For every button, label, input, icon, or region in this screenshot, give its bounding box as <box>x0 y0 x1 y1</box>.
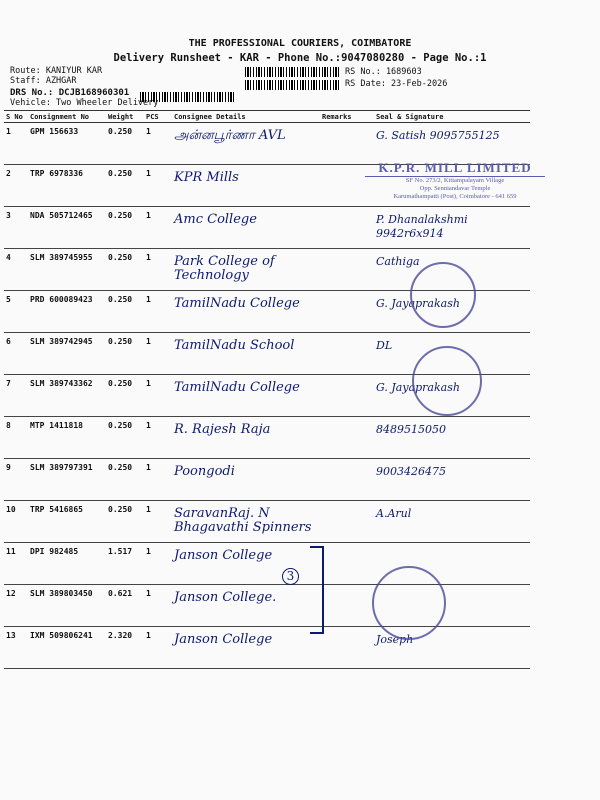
cell-weight: 0.250 <box>106 459 144 501</box>
cell-pcs: 1 <box>144 459 172 501</box>
cell-pcs: 1 <box>144 207 172 249</box>
seal-circle-2 <box>412 346 482 416</box>
table-row <box>4 501 530 543</box>
col-consignee: Consignee Details <box>172 111 320 123</box>
cell-consignee: Janson College <box>172 543 320 585</box>
cell-seal: G. Satish 9095755125 <box>374 123 530 165</box>
cell-consignee: அன்னபூர்ணா AVL <box>172 123 320 165</box>
stamp-line2: Opp. Senniandavar Temple <box>419 185 491 192</box>
table-header-row <box>4 111 530 123</box>
cell-seal: 8489515050 <box>374 417 530 459</box>
cell-weight: 0.250 <box>106 417 144 459</box>
cell-weight: 0.250 <box>106 501 144 543</box>
col-weight: Weight <box>106 111 144 123</box>
table-row <box>4 459 530 501</box>
cell-remarks <box>320 501 374 543</box>
cell-consignee: TamilNadu School <box>172 333 320 375</box>
cell-sno: 4 <box>4 249 28 291</box>
cell-consignee: SaravanRaj. N Bhagavathi Spinners <box>172 501 320 543</box>
cell-consignment: IXM 509806241 <box>28 627 106 669</box>
cell-remarks <box>320 123 374 165</box>
cell-sno: 2 <box>4 165 28 207</box>
cell-seal: Cathiga <box>374 249 530 291</box>
cell-seal: A.Arul <box>374 501 530 543</box>
cell-weight: 0.250 <box>106 123 144 165</box>
stamp-line3: Karumathampatti (Post), Coimbatore - 641 659 <box>393 193 517 200</box>
route-label: Route: KANIYUR KAR <box>10 66 103 76</box>
table-row <box>4 207 530 249</box>
barcode-middle <box>245 80 341 90</box>
cell-seal: Joseph <box>374 627 530 669</box>
cell-weight: 0.250 <box>106 165 144 207</box>
cell-consignment: MTP 1411818 <box>28 417 106 459</box>
cell-consignee: R. Rajesh Raja <box>172 417 320 459</box>
cell-sno: 3 <box>4 207 28 249</box>
stamp-name: K.P.R. MILL LIMITED <box>365 160 545 177</box>
cell-consignment: SLM 389742945 <box>28 333 106 375</box>
cell-consignment: DPI 982485 <box>28 543 106 585</box>
cell-consignment: TRP 5416865 <box>28 501 106 543</box>
cell-pcs: 1 <box>144 333 172 375</box>
cell-weight: 0.250 <box>106 375 144 417</box>
cell-sno: 7 <box>4 375 28 417</box>
drs-number: DRS No.: DCJB168960301 <box>10 88 130 98</box>
col-pcs: PCS <box>144 111 172 123</box>
cell-sno: 1 <box>4 123 28 165</box>
seal-circle-1 <box>410 262 476 328</box>
cell-consignment: SLM 389797391 <box>28 459 106 501</box>
cell-remarks <box>320 249 374 291</box>
kpr-mill-stamp <box>365 160 545 201</box>
cell-remarks <box>320 417 374 459</box>
cell-remarks <box>320 627 374 669</box>
cell-consignee: KPR Mills <box>172 165 320 207</box>
cell-remarks <box>320 543 374 585</box>
cell-consignment: NDA 505712465 <box>28 207 106 249</box>
cell-pcs: 1 <box>144 501 172 543</box>
cell-seal: DL <box>374 333 530 375</box>
cell-seal: P. Dhanalakshmi 9942r6x914 <box>374 207 530 249</box>
cell-pcs: 1 <box>144 249 172 291</box>
cell-weight: 0.250 <box>106 207 144 249</box>
cell-sno: 11 <box>4 543 28 585</box>
rs-date: RS Date: 23-Feb-2026 <box>345 79 448 89</box>
cell-remarks <box>320 333 374 375</box>
col-seal: Seal & Signature <box>374 111 530 123</box>
company-name: THE PROFESSIONAL COURIERS, COIMBATORE <box>188 38 412 49</box>
cell-consignee: Janson College. <box>172 585 320 627</box>
cell-sno: 5 <box>4 291 28 333</box>
cell-weight: 0.250 <box>106 291 144 333</box>
cell-pcs: 1 <box>144 585 172 627</box>
cell-pcs: 1 <box>144 123 172 165</box>
col-consignment: Consignment No <box>28 111 106 123</box>
table-row <box>4 585 530 627</box>
cell-remarks <box>320 375 374 417</box>
cell-sno: 6 <box>4 333 28 375</box>
cell-weight: 0.250 <box>106 333 144 375</box>
cell-consignment: GPM 156633 <box>28 123 106 165</box>
cell-pcs: 1 <box>144 375 172 417</box>
cell-seal: G. Jayaprakash <box>374 291 530 333</box>
cell-consignment: TRP 6978336 <box>28 165 106 207</box>
cell-consignee: TamilNadu College <box>172 375 320 417</box>
cell-seal: 9003426475 <box>374 459 530 501</box>
cell-pcs: 1 <box>144 627 172 669</box>
bracket-note: 3 <box>282 568 299 585</box>
table-row <box>4 627 530 669</box>
runsheet-title: Delivery Runsheet - KAR - Phone No.:9047080280 - Page No.:1 <box>113 52 487 64</box>
cell-weight: 0.250 <box>106 249 144 291</box>
table-row <box>4 123 530 165</box>
cell-remarks <box>320 585 374 627</box>
cell-pcs: 1 <box>144 417 172 459</box>
table-row <box>4 543 530 585</box>
cell-pcs: 1 <box>144 165 172 207</box>
col-sno: S No <box>4 111 28 123</box>
barcode-top <box>245 67 341 77</box>
cell-pcs: 1 <box>144 543 172 585</box>
cell-sno: 10 <box>4 501 28 543</box>
cell-sno: 9 <box>4 459 28 501</box>
cell-consignee: TamilNadu College <box>172 291 320 333</box>
seal-circle-3 <box>372 566 446 640</box>
cell-consignee: Park College of Technology <box>172 249 320 291</box>
cell-seal: G. Jayaprakash <box>374 375 530 417</box>
staff-label: Staff: AZHGAR <box>10 76 77 86</box>
col-remarks: Remarks <box>320 111 374 123</box>
vehicle-label: Vehicle: Two Wheeler Delivery <box>10 98 159 108</box>
cell-sno: 12 <box>4 585 28 627</box>
cell-sno: 13 <box>4 627 28 669</box>
cell-consignee: Janson College <box>172 627 320 669</box>
cell-weight: 0.621 <box>106 585 144 627</box>
rs-number: RS No.: 1689603 <box>345 67 422 77</box>
cell-remarks <box>320 459 374 501</box>
cell-consignment: SLM 389803450 <box>28 585 106 627</box>
cell-consignment: SLM 389743362 <box>28 375 106 417</box>
cell-consignment: SLM 389745955 <box>28 249 106 291</box>
cell-consignee: Amc College <box>172 207 320 249</box>
cell-consignee: Poongodi <box>172 459 320 501</box>
cell-remarks <box>320 291 374 333</box>
cell-pcs: 1 <box>144 291 172 333</box>
cell-weight: 2.320 <box>106 627 144 669</box>
group-bracket <box>310 546 324 634</box>
cell-sno: 8 <box>4 417 28 459</box>
stamp-line1: SF No. 273/2, Kittampalayam Village <box>405 177 505 184</box>
table-row <box>4 417 530 459</box>
cell-consignment: PRD 600089423 <box>28 291 106 333</box>
cell-remarks <box>320 207 374 249</box>
cell-weight: 1.517 <box>106 543 144 585</box>
